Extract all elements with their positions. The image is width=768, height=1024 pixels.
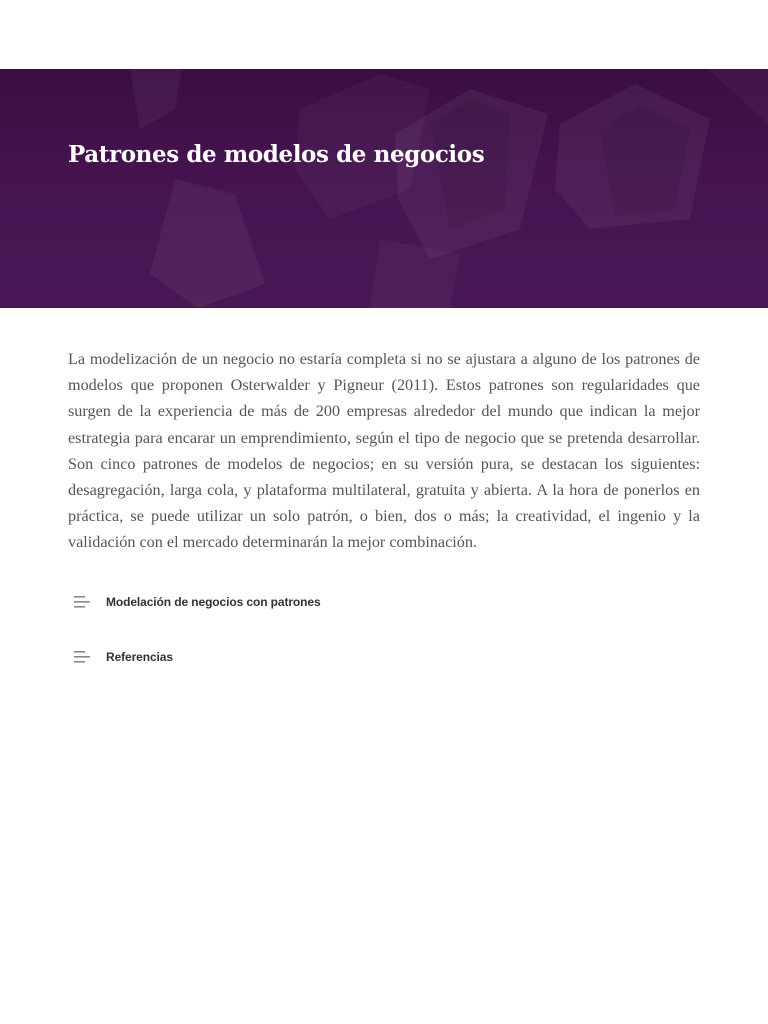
lines-icon [68,639,106,675]
toc-item-label: Referencias [106,650,173,664]
toc-item-label: Modelación de negocios con patrones [106,595,321,609]
intro-paragraph: La modelización de un negocio no estaría completa si no se ajustara a alguno de los patrones de modelos que proponen Osterwalder y Pigneur (2011). Estos patrones son regularidades que surgen de la experiencia de más de 200 empresas alrededor del mundo que indican la mejor estrategia para encarar un emprendimiento, según el tipo de negocio que se pretenda desarrollar. Son cinco patrones de modelos de negocios; en su versión pura, se destacan los siguientes: desagregación, larga cola, y plataforma multilateral, gratuita y abierta. A la hora de ponerlos en práctica, se puede utilizar un solo patrón, o bien, dos o más; la creatividad, el ingenio y la validación con el mercado determinarán la mejor combinación. [68,350,700,552]
toc-item-referencias[interactable] [68,639,700,675]
hero-banner [0,69,768,308]
lines-icon [68,584,106,620]
page-title: Patrones de modelos de negocios [68,141,485,168]
hero-background-image [0,69,768,308]
table-of-contents [68,584,700,694]
toc-item-modelacion[interactable] [68,584,700,620]
